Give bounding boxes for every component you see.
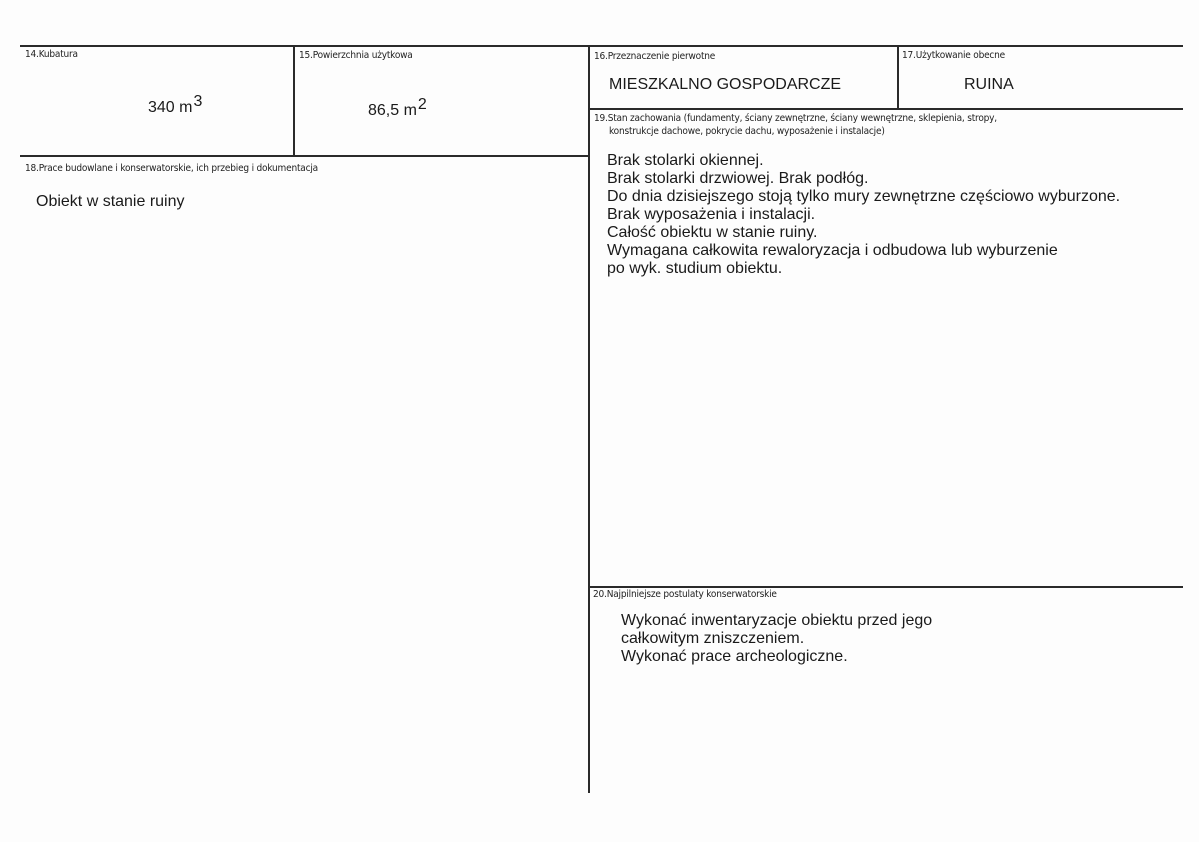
field-17-label: 17.Użytkowanie obecne — [902, 50, 1006, 61]
condition-line: Brak stolarki okiennej. — [607, 152, 764, 169]
condition-line: Brak stolarki drzwiowej. Brak podłóg. — [607, 170, 869, 187]
field-20-text — [621, 612, 932, 666]
divider-16-17 — [897, 45, 899, 108]
top-rule — [20, 45, 1183, 47]
field-14-value — [148, 93, 203, 117]
rule-under-fields-14-15 — [20, 155, 589, 157]
condition-line: Całość obiektu w stanie ruiny. — [607, 224, 818, 241]
postulate-line: całkowitym zniszczeniem. — [621, 630, 805, 647]
field-16-value: MIESZKALNO GOSPODARCZE — [609, 76, 842, 93]
rule-under-fields-16-17 — [589, 108, 1183, 110]
condition-line: Do dnia dzisiejszego stoją tylko mury zewnętrzne częściowo wyburzone. — [607, 188, 1121, 205]
field-19-text — [607, 152, 1120, 278]
field-19-label-line-2: konstrukcje dachowe, pokrycie dachu, wyposażenie i instalacje) — [609, 126, 885, 137]
field-15-value — [368, 96, 427, 120]
usable-area-unit-exponent: 2 — [417, 96, 427, 113]
divider-14-15 — [293, 45, 295, 155]
rule-above-field-20 — [589, 586, 1183, 588]
usable-area-number: 86,5 m — [368, 102, 417, 119]
condition-line: Brak wyposażenia i instalacji. — [607, 206, 816, 223]
field-20-label: 20.Najpilniejsze postulaty konserwatorskie — [593, 589, 777, 600]
field-15-label: 15.Powierzchnia użytkowa — [299, 50, 413, 61]
postulate-line: Wykonać inwentaryzacje obiektu przed jego — [621, 612, 933, 629]
cubature-unit-exponent: 3 — [193, 93, 203, 110]
field-19-label-line-1: 19.Stan zachowania (fundamenty, ściany zewnętrzne, ściany wewnętrzne, sklepienia, stropy, — [594, 113, 997, 124]
postulate-line: Wykonać prace archeologiczne. — [621, 648, 848, 665]
field-17-value: RUINA — [964, 76, 1014, 93]
field-18-label: 18.Prace budowlane i konserwatorskie, ich przebieg i dokumentacja — [25, 163, 318, 174]
field-14-label: 14.Kubatura — [25, 49, 78, 60]
cubature-number: 340 m — [148, 99, 193, 116]
divider-main-vertical — [588, 45, 590, 793]
condition-line: po wyk. studium obiektu. — [607, 260, 783, 277]
field-16-label: 16.Przeznaczenie pierwotne — [594, 51, 716, 62]
condition-line: Wymagana całkowita rewaloryzacja i odbudowa lub wyburzenie — [607, 242, 1058, 259]
field-18-text: Obiekt w stanie ruiny — [36, 193, 185, 210]
